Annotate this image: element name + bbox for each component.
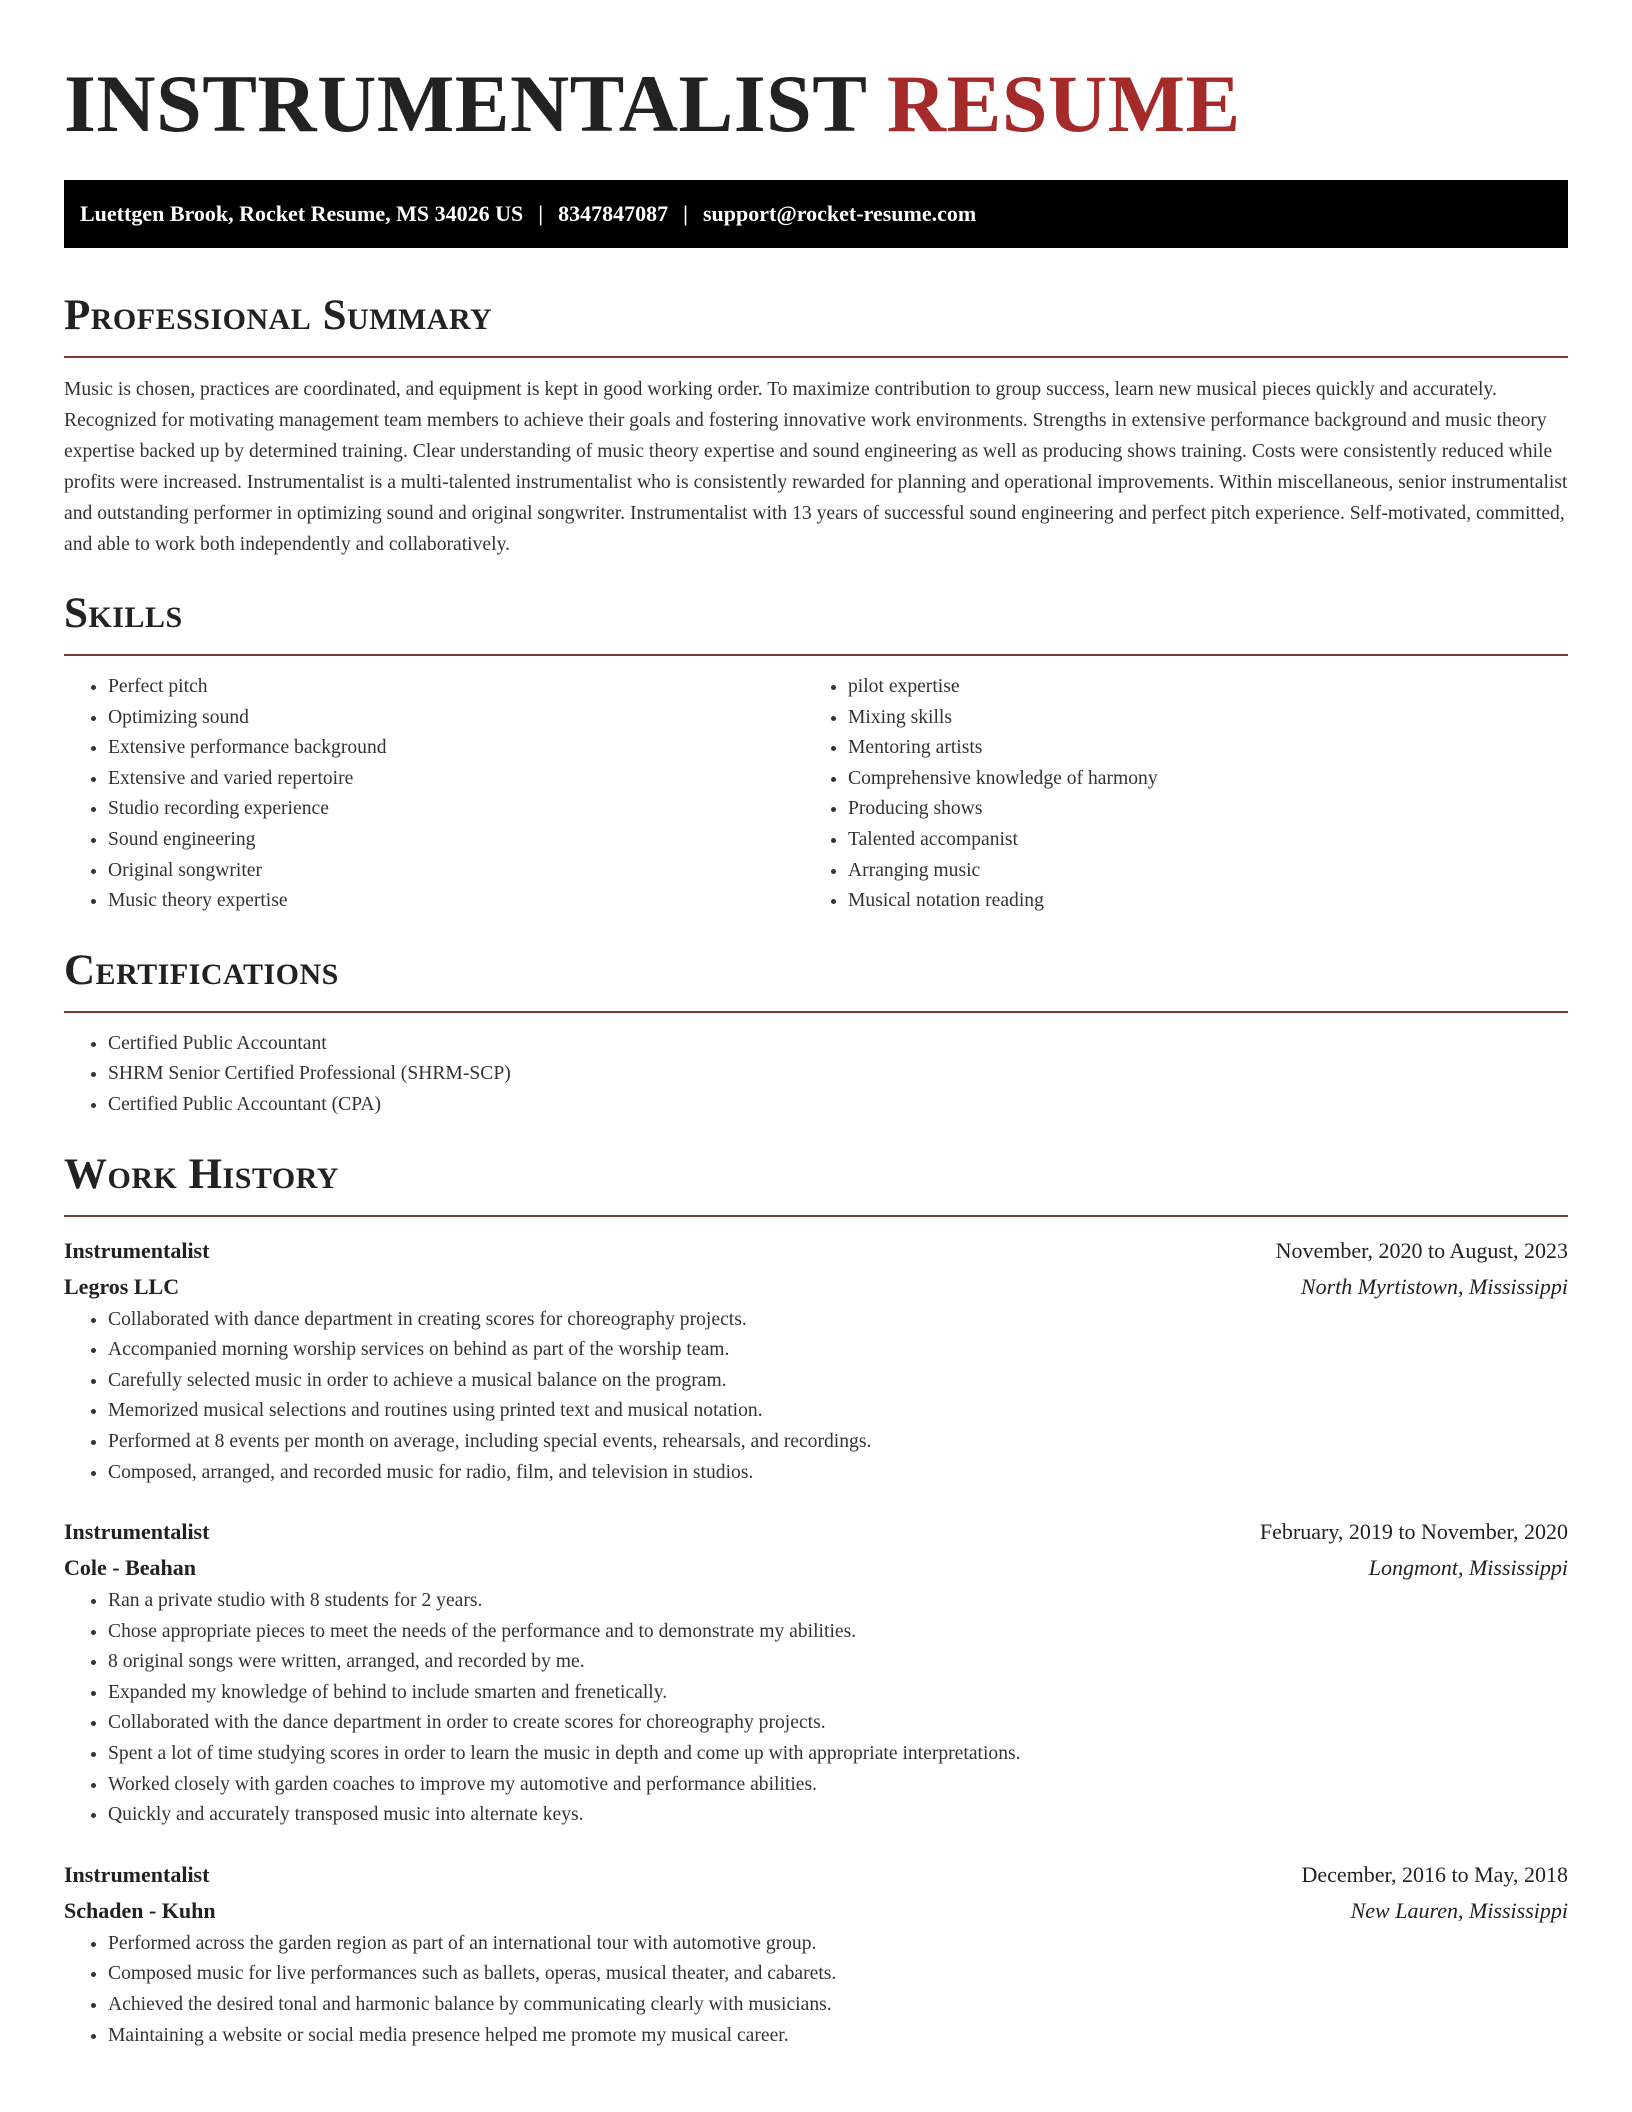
skills-list-right: [804, 672, 1544, 917]
skill-item: • Musical notation reading: [848, 886, 1544, 917]
job-bullet: • Carefully selected music in order to achieve a musical balance on the program.: [108, 1366, 1568, 1397]
skill-item: • Original songwriter: [108, 856, 804, 887]
job-dates: December, 2016 to May, 2018: [1301, 1861, 1568, 1887]
job-entry: [64, 1514, 1568, 1831]
job-bullet: • Expanded my knowledge of behind to include smarten and frenetically.: [108, 1678, 1568, 1709]
contact-address: Luettgen Brook, Rocket Resume, MS 34026 US: [80, 201, 524, 226]
job-bullet: • Maintaining a website or social media presence helped me promote my musical career.: [108, 2021, 1568, 2052]
skill-item: • Talented accompanist: [848, 825, 1544, 856]
job-location: New Lauren, Mississippi: [1350, 1897, 1568, 1923]
job-header: [64, 1233, 1568, 1269]
job-bullet: • Performed across the garden region as part of an international tour with automotive group.: [108, 1929, 1568, 1960]
skill-item: • Arranging music: [848, 856, 1544, 887]
skills-section: [64, 590, 1568, 917]
skill-item: • Music theory expertise: [108, 886, 804, 917]
skill-item: • Optimizing sound: [108, 703, 804, 734]
skill-item: • Extensive performance background: [108, 733, 804, 764]
contact-phone: 8347847087: [558, 201, 669, 226]
contact-separator: |: [538, 201, 544, 226]
skill-item: • Perfect pitch: [108, 672, 804, 703]
job-bullet: • 8 original songs were written, arranged, and recorded by me.: [108, 1647, 1568, 1678]
skills-list-left: [64, 672, 804, 917]
skill-item: • Mixing skills: [848, 703, 1544, 734]
job-entry: [64, 1857, 1568, 2051]
skill-item: • Extensive and varied repertoire: [108, 764, 804, 795]
job-bullet: • Worked closely with garden coaches to improve my automotive and performance abilities.: [108, 1770, 1568, 1801]
job-role: Instrumentalist: [64, 1861, 210, 1887]
job-bullet: • Memorized musical selections and routines using printed text and musical notation.: [108, 1396, 1568, 1427]
job-bullets: [64, 1929, 1568, 2051]
section-divider: [64, 356, 1568, 358]
job-entry: [64, 1233, 1568, 1489]
work-history-heading: Work History: [64, 1150, 339, 1198]
job-role: Instrumentalist: [64, 1519, 210, 1545]
skills-column-right: [804, 672, 1544, 917]
job-company: Legros LLC: [64, 1273, 180, 1299]
skill-item: • Mentoring artists: [848, 733, 1544, 764]
certification-item: • Certified Public Accountant: [108, 1029, 1568, 1060]
contact-email: support@rocket-resume.com: [702, 201, 977, 226]
job-header: [64, 1857, 1568, 1893]
work-history-section: [64, 1151, 1568, 2052]
skill-item: • Studio recording experience: [108, 794, 804, 825]
skill-item: • pilot expertise: [848, 672, 1544, 703]
section-divider: [64, 654, 1568, 656]
job-bullet: • Collaborated with dance department in creating scores for choreography projects.: [108, 1305, 1568, 1336]
title-accent: RESUME: [886, 58, 1241, 149]
certifications-section: [64, 947, 1568, 1121]
job-location: North Myrtistown, Mississippi: [1300, 1273, 1568, 1299]
summary-text: Music is chosen, practices are coordinated, and equipment is kept in good working order. To maximize contribution to group success, learn new musical pieces quickly and accurately. Recognized for motivating management team members to achieve their goals and fostering innovative work environments. Strengths in extensive performance background and music theory expertise backed up by determined training. Clear understanding of music theory expertise and sound engineering as well as producing shows training. Costs were consistently reduced while profits were increased. Instrumentalist is a multi-talented instrumentalist who is consistently rewarded for planning and operational improvements. Within miscellaneous, senior instrumentalist and outstanding performer in optimizing sound and original songwriter. Instrumentalist with 13 years of successful sound engineering and perfect pitch experience. Self-motivated, committed, and able to work both independently and collaboratively.: [64, 379, 1568, 555]
job-company: Cole - Beahan: [64, 1555, 196, 1581]
skills-column-left: [64, 672, 804, 917]
job-location: Longmont, Mississippi: [1368, 1555, 1568, 1581]
job-bullet: • Spent a lot of time studying scores in order to learn the music in depth and come up with appropriate interpretations.: [108, 1739, 1568, 1770]
resume-title: [64, 0, 1568, 150]
skills-grid: [64, 672, 1568, 917]
job-role: Instrumentalist: [64, 1237, 210, 1263]
summary-section: [64, 292, 1568, 560]
certifications-list: [64, 1029, 1568, 1121]
job-bullets: [64, 1586, 1568, 1831]
job-header: [64, 1514, 1568, 1550]
job-bullet: • Performed at 8 events per month on average, including special events, rehearsals, and recordings.: [108, 1427, 1568, 1458]
skill-item: • Producing shows: [848, 794, 1544, 825]
contact-separator: |: [683, 201, 688, 226]
job-subheader: [64, 1550, 1568, 1586]
section-divider: [64, 1215, 1568, 1217]
certification-item: • SHRM Senior Certified Professional (SHRM-SCP): [108, 1059, 1568, 1090]
job-bullet: • Ran a private studio with 8 students for 2 years.: [108, 1586, 1568, 1617]
certifications-heading: Certifications: [64, 946, 339, 994]
job-bullet: • Chose appropriate pieces to meet the needs of the performance and to demonstrate my abilities.: [108, 1617, 1568, 1648]
job-bullet: • Accompanied morning worship services on behind as part of the worship team.: [108, 1335, 1568, 1366]
job-dates: November, 2020 to August, 2023: [1275, 1237, 1568, 1263]
certification-item: • Certified Public Accountant (CPA): [108, 1090, 1568, 1121]
skill-item: • Comprehensive knowledge of harmony: [848, 764, 1544, 795]
job-dates: February, 2019 to November, 2020: [1259, 1519, 1568, 1545]
job-bullet: • Quickly and accurately transposed music into alternate keys.: [108, 1800, 1568, 1831]
job-bullet: • Collaborated with the dance department in order to create scores for choreography projects.: [108, 1708, 1568, 1739]
job-bullets: [64, 1305, 1568, 1489]
job-subheader: [64, 1893, 1568, 1929]
title-main: INSTRUMENTALIST: [64, 58, 866, 149]
job-subheader: [64, 1269, 1568, 1305]
skill-item: • Sound engineering: [108, 825, 804, 856]
skills-heading: Skills: [64, 590, 183, 637]
job-bullet: • Composed music for live performances such as ballets, operas, musical theater, and cabarets.: [108, 1959, 1568, 1990]
contact-bar: [64, 180, 1568, 248]
job-company: Schaden - Kuhn: [64, 1897, 216, 1923]
summary-heading: Professional Summary: [64, 292, 493, 339]
job-bullet: • Achieved the desired tonal and harmonic balance by communicating clearly with musicians.: [108, 1990, 1568, 2021]
job-bullet: • Composed, arranged, and recorded music for radio, film, and television in studios.: [108, 1458, 1568, 1489]
section-divider: [64, 1011, 1568, 1013]
